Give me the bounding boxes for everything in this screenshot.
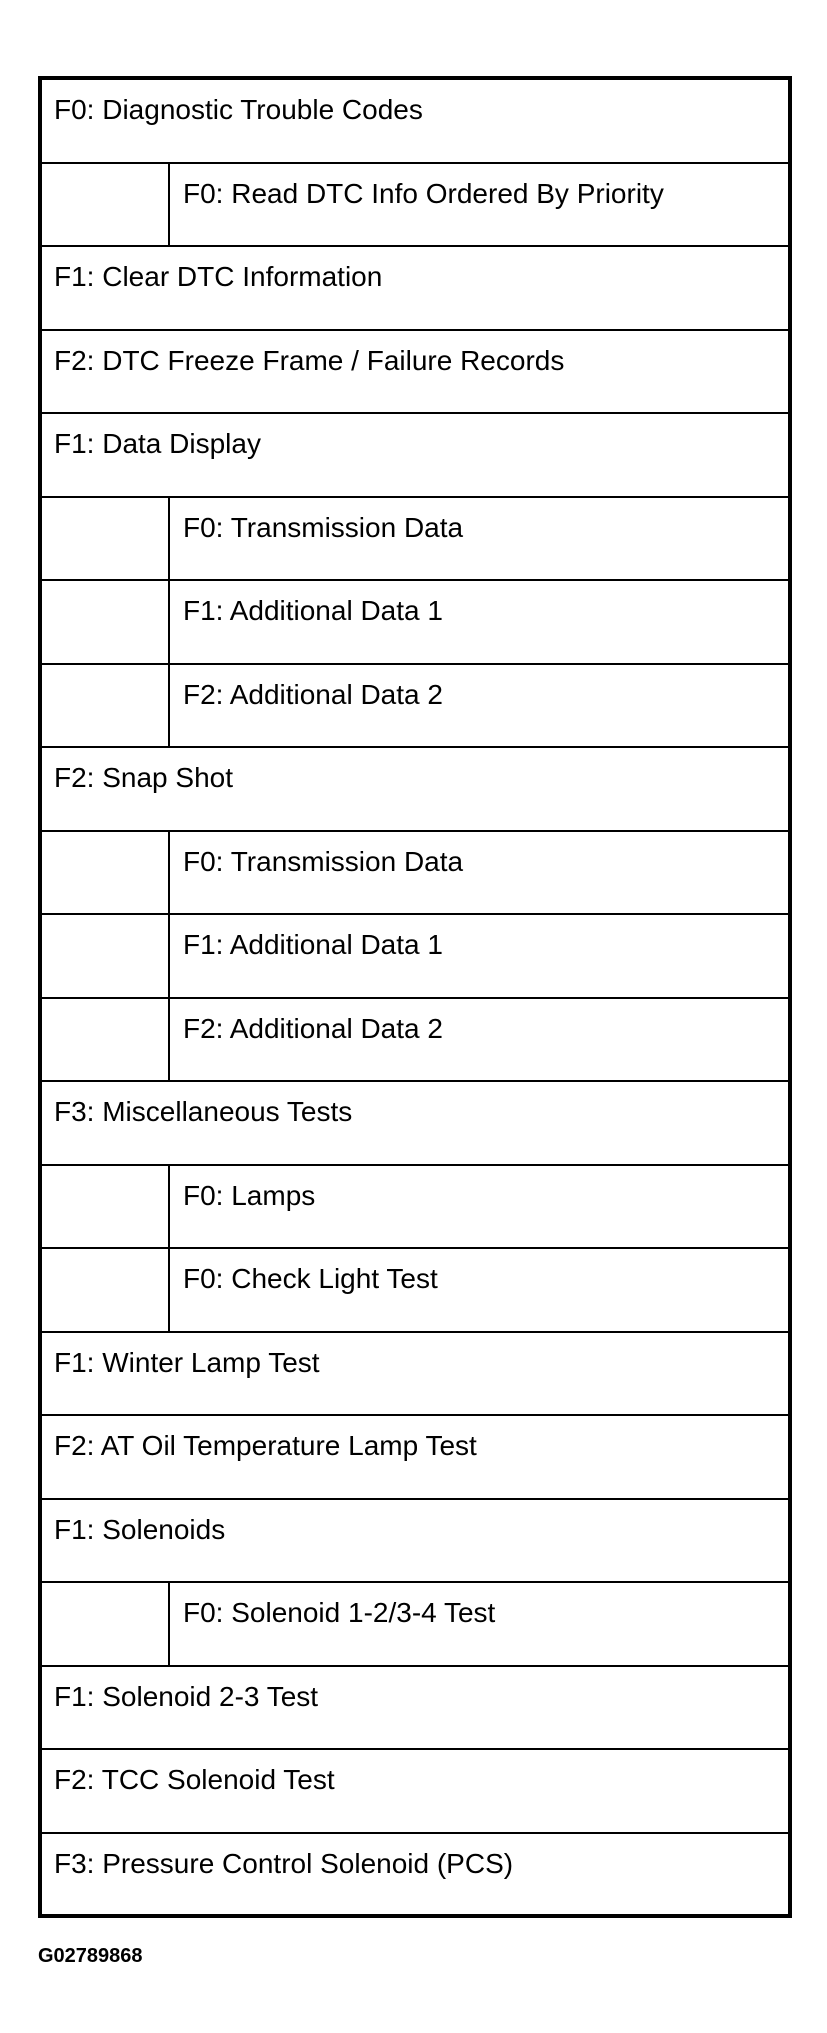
submenu-row (42, 1583, 788, 1667)
menu-item-label: F0: Solenoid 1-2/3-4 Test (183, 1597, 496, 1628)
menu-item-label: F2: Additional Data 2 (183, 1012, 443, 1044)
menu-item-label: F1: Additional Data 1 (183, 595, 443, 626)
menu-item-label: F2: DTC Freeze Frame / Failure Records (54, 344, 565, 376)
menu-item-label: F0: Diagnostic Trouble Codes (54, 94, 423, 125)
menu-row (42, 1834, 788, 1918)
menu-row (42, 414, 788, 498)
menu-item-label: F0: Transmission Data (183, 845, 464, 877)
menu-row (42, 80, 788, 164)
menu-item-label: F1: Solenoids (54, 1513, 226, 1545)
indent-cell (42, 581, 170, 663)
menu-row (42, 1667, 788, 1751)
menu-row (42, 748, 788, 832)
indent-cell (42, 832, 170, 914)
menu-item-label: F3: Miscellaneous Tests (54, 1096, 353, 1127)
menu-row (42, 331, 788, 415)
submenu-row (42, 915, 788, 999)
submenu-row (42, 498, 788, 582)
menu-item-label: F1: Winter Lamp Test (54, 1346, 320, 1378)
menu-item-label: F0: Lamps (183, 1179, 316, 1211)
indent-cell (42, 1166, 170, 1248)
indent-cell (42, 665, 170, 747)
indent-cell (42, 915, 170, 997)
menu-row (42, 1333, 788, 1417)
submenu-row (42, 832, 788, 916)
submenu-row (42, 665, 788, 749)
menu-row (42, 247, 788, 331)
menu-item-label: F0: Check Light Test (183, 1263, 438, 1294)
menu-item-label: F3: Pressure Control Solenoid (PCS) (54, 1847, 514, 1879)
menu-item-label: F1: Additional Data 1 (183, 929, 443, 960)
menu-row (42, 1082, 788, 1166)
menu-item-label: F1: Solenoid 2-3 Test (54, 1680, 319, 1712)
submenu-row (42, 1166, 788, 1250)
indent-cell (42, 164, 170, 246)
menu-item-label: F0: Transmission Data (183, 511, 464, 543)
menu-row (42, 1500, 788, 1584)
menu-table (38, 76, 792, 1918)
submenu-row (42, 999, 788, 1083)
menu-row (42, 1750, 788, 1834)
submenu-row (42, 1249, 788, 1333)
menu-item-label: F2: AT Oil Temperature Lamp Test (54, 1430, 477, 1461)
figure-id: G02789868 (38, 1945, 143, 1967)
indent-cell (42, 999, 170, 1081)
indent-cell (42, 498, 170, 580)
submenu-row (42, 581, 788, 665)
indent-cell (42, 1583, 170, 1665)
menu-item-label: F1: Clear DTC Information (54, 261, 383, 292)
menu-item-label: F0: Read DTC Info Ordered By Priority (183, 177, 664, 209)
menu-row (42, 1416, 788, 1500)
menu-item-label: F1: Data Display (54, 428, 261, 459)
indent-cell (42, 1249, 170, 1331)
menu-item-label: F2: Additional Data 2 (183, 678, 443, 710)
menu-item-label: F2: TCC Solenoid Test (54, 1764, 335, 1795)
submenu-row (42, 164, 788, 248)
menu-item-label: F2: Snap Shot (54, 762, 234, 793)
